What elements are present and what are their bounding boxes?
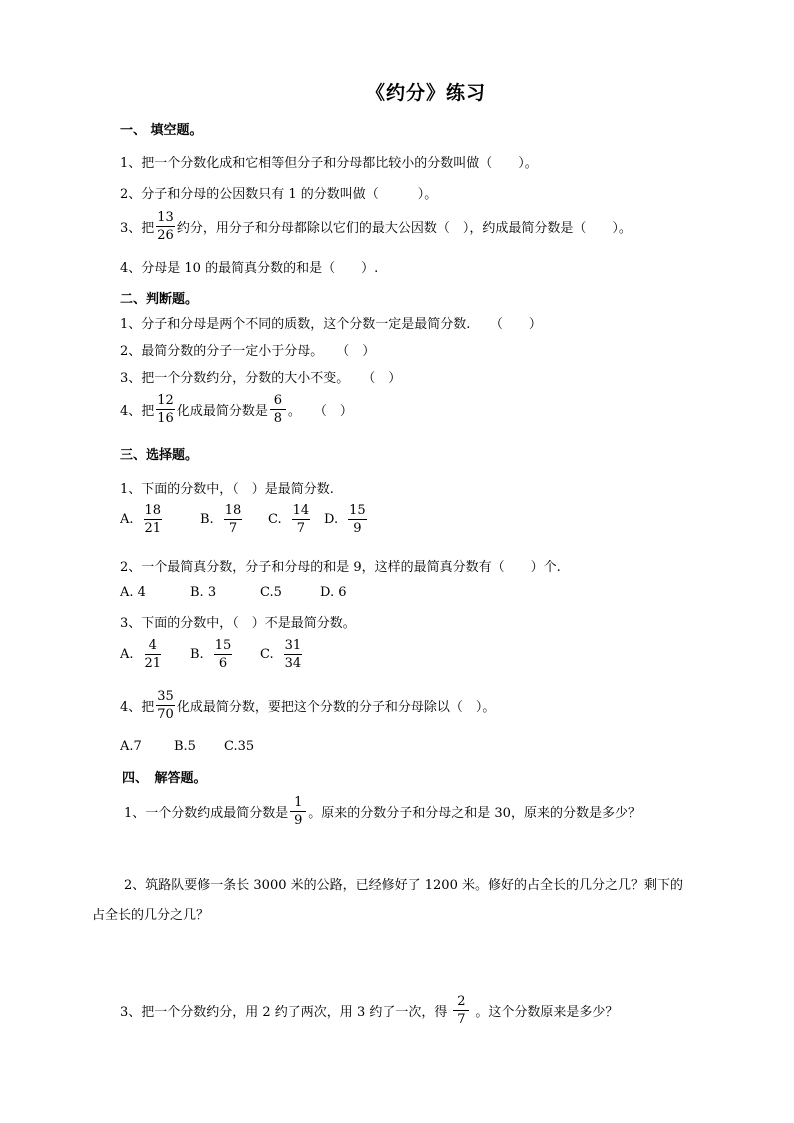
option-a: A. $\frac{18}{21}$ xyxy=(120,503,162,536)
denominator: 8 xyxy=(273,411,282,426)
question-3-3: 3、下面的分数中，（ ）不是最简分数。 xyxy=(120,616,356,631)
option-a: A. 4 xyxy=(120,585,146,600)
section-heading-multiple-choice: 三、选择题。 xyxy=(120,448,199,463)
option-d: D. 6 xyxy=(320,585,347,600)
question-text: 化成最简分数，要把这个分数的分子和分母除以（ ）。 xyxy=(176,700,496,715)
options-3-1 xyxy=(120,503,369,536)
question-1-1: 1、把一个分数化成和它相等但分子和分母都比较小的分数叫做（ ）。 xyxy=(120,156,538,171)
question-text: 约分，用分子和分母都除以它们的最大公因数（ ），约成最简分数是（ ）。 xyxy=(176,221,632,236)
fraction xyxy=(156,393,175,426)
denominator: 70 xyxy=(157,707,174,722)
option-a: A.7 xyxy=(120,739,142,754)
option-c: C.5 xyxy=(260,585,282,600)
section-heading-true-false: 二、判断题。 xyxy=(120,292,199,307)
denominator: 9 xyxy=(294,813,303,828)
question-text: 3、把 xyxy=(120,221,155,236)
option-c: C. $\frac{31}{34}$ xyxy=(260,638,302,671)
question-3-1: 1、下面的分数中，（ ）是最简分数. xyxy=(120,482,334,497)
question-2-2: 2、最简分数的分子一定小于分母。 （ ） xyxy=(120,344,376,359)
numerator: 35 xyxy=(157,689,174,704)
question-1-4: 4、分母是 10 的最简真分数的和是（ ）. xyxy=(120,261,379,276)
options-3-3 xyxy=(120,638,304,671)
numerator: 6 xyxy=(270,393,286,410)
option-c: C. $\frac{14}{7}$ xyxy=(268,503,310,536)
question-4-3 xyxy=(120,994,618,1027)
numerator: 12 xyxy=(157,393,174,408)
fraction xyxy=(156,689,175,722)
options-3-2 xyxy=(120,585,347,600)
denominator: 26 xyxy=(157,228,174,243)
fraction: $\frac{18}{21}$ xyxy=(144,503,162,536)
options-3-4 xyxy=(120,739,254,754)
question-text: 3、把一个分数约分，用 2 约了两次，用 3 约了一次，得 xyxy=(120,1005,448,1020)
question-2-4 xyxy=(120,393,353,426)
question-text: 4、把 xyxy=(120,404,155,419)
question-1-3 xyxy=(120,210,632,243)
fraction: $\frac{14}{7}$ xyxy=(292,503,310,536)
section-heading-word-problems: 四、 解答题。 xyxy=(122,771,207,786)
question-4-1 xyxy=(124,795,641,828)
question-text: 。这个分数原来是多少？ xyxy=(475,1005,619,1020)
option-c: C.35 xyxy=(224,739,255,754)
fraction xyxy=(453,994,469,1027)
page-title: 《约分》练习 xyxy=(366,82,487,104)
fraction xyxy=(290,795,306,828)
numerator: 1 xyxy=(290,795,306,812)
fraction: $\frac{15}{9}$ xyxy=(349,503,366,536)
question-1-2: 2、分子和分母的公因数只有 1 的分数叫做（ ）。 xyxy=(120,187,438,202)
option-b: B.5 xyxy=(174,739,196,754)
question-text: 。原来的分数分子和分母之和是 30，原来的分数是多少？ xyxy=(308,806,641,821)
question-4-2-cont: 占全长的几分之几？ xyxy=(92,908,210,923)
question-3-4 xyxy=(120,689,495,722)
question-text: 4、把 xyxy=(120,700,155,715)
option-d: D. $\frac{15}{9}$ xyxy=(324,503,366,536)
fraction: $\frac{4}{21}$ xyxy=(144,638,162,671)
question-text: 1、一个分数约成最简分数是 xyxy=(124,806,289,821)
section-heading-fill-blank: 一、 填空题。 xyxy=(120,123,203,138)
question-text: 化成最简分数是 xyxy=(176,404,268,419)
question-text: 。 （ ） xyxy=(287,404,353,419)
option-b: B. $\frac{18}{7}$ xyxy=(200,503,242,536)
fraction: $\frac{31}{34}$ xyxy=(284,638,302,671)
numerator: 13 xyxy=(157,210,174,225)
question-2-1: 1、分子和分母是两个不同的质数，这个分数一定是最简分数. （ ） xyxy=(120,317,542,332)
option-b: B. 3 xyxy=(190,585,217,600)
fraction: $\frac{18}{7}$ xyxy=(224,503,242,536)
question-4-2: 2、筑路队要修一条长 3000 米的公路，已经修好了 1200 米。修好的占全长的几分之几？剩下的 xyxy=(124,878,683,893)
denominator: 16 xyxy=(157,411,174,426)
question-3-2: 2、一个最简真分数，分子和分母的和是 9，这样的最简真分数有（ ）个. xyxy=(120,560,561,575)
denominator: 7 xyxy=(457,1012,466,1027)
numerator: 2 xyxy=(453,994,469,1011)
fraction xyxy=(156,210,175,243)
option-b: B. $\frac{15}{6}$ xyxy=(190,638,232,671)
fraction: $\frac{15}{6}$ xyxy=(214,638,232,671)
option-a: A. $\frac{4}{21}$ xyxy=(120,638,162,671)
fraction xyxy=(270,393,286,426)
question-2-3: 3、把一个分数约分，分数的大小不变。 （ ） xyxy=(120,371,402,386)
